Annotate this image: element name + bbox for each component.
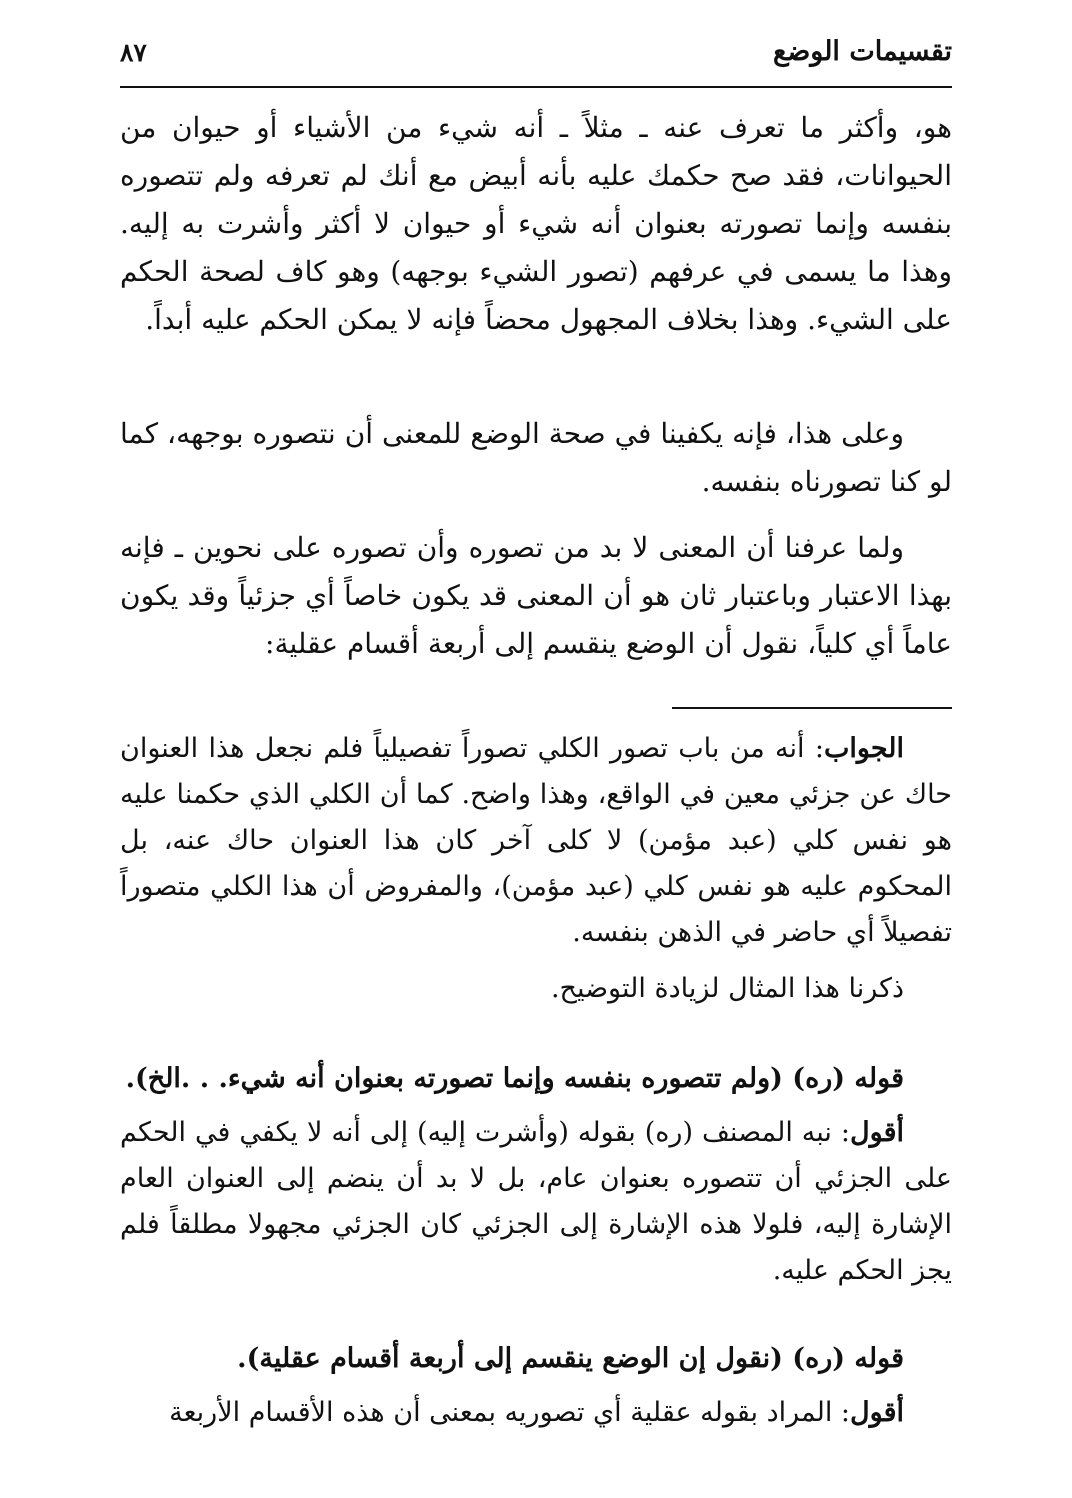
comment-1-text: : نبه المصنف (ره) بقوله (وأشرت إليه) إلى أنه لا يكفي في الحكم على الجزئي أن تتصوره بعنوان عام، بل لا بد أن ينضم إلى العنوان العام الإشارة إليه، فلولا هذه الإشارة إلى الجزئي كان الجزئي مجهولا مطلقاً فلم يجز الحكم عليه. bbox=[120, 1117, 952, 1286]
main-paragraph-2: وعلى هذا، فإنه يكفينا في صحة الوضع للمعنى أن نتصوره بوجهه، كما لو كنا تصورناه بنفسه. bbox=[120, 417, 952, 498]
page-number: ٨٧ bbox=[120, 38, 147, 67]
footnote-separator bbox=[672, 707, 952, 709]
comment-2-text: : المراد بقوله عقلية أي تصوريه بمعنى أن هذه الأقسام الأربعة bbox=[169, 1397, 851, 1428]
comment-2-label: أقول bbox=[850, 1397, 904, 1428]
quote-line-1: قوله (ره) (ولم تتصوره بنفسه وإنما تصورته بعنوان أنه شيء. . .الخ). bbox=[125, 1063, 904, 1094]
main-paragraph-1: هو، وأكثر ما تعرف عنه ـ مثلاً ـ أنه شيء من الأشياء أو حيوان من الحيوانات، فقد صح حكمك عليه بأنه أبيض مع أنك لم تعرفه ولم تتصوره بنفسه وإنما تصورته بعنوان أنه شيء أو حيوان لا أكثر وأشرت به إليه. وهذا ما يسمى في عرفهم (تصور الشيء بوجهه) وهو كاف لصحة الحكم على الشيء. وهذا بخلاف المجهول محضاً فإنه لا يمكن الحكم عليه أبداً. bbox=[120, 111, 952, 336]
example-note: ذكرنا هذا المثال لزيادة التوضيح. bbox=[550, 973, 904, 1004]
quote-line-2: قوله (ره) (نقول إن الوضع ينقسم إلى أربعة أقسام عقلية). bbox=[237, 1343, 904, 1374]
header-rule bbox=[120, 86, 952, 88]
comment-paragraph-2 bbox=[120, 1390, 952, 1436]
answer-paragraph bbox=[120, 726, 952, 956]
answer-text: : أنه من باب تصور الكلي تصوراً تفصيلياً فلم نجعل هذا العنوان حاك عن جزئي معين في الواقع، وهذا واضح. كما أن الكلي الذي حكمنا عليه هو نفس كلي (عبد مؤمن) لا كلى آخر كان هذا العنوان حاك عنه، بل المحكوم عليه هو نفس كلي (عبد مؤمن)، والمفروض أن هذا الكلي متصوراً تفصيلاً أي حاضر في الذهن بنفسه. bbox=[120, 733, 952, 948]
running-title: تقسيمات الوضع bbox=[772, 36, 952, 67]
comment-paragraph-1 bbox=[120, 1110, 952, 1294]
comment-1-label: أقول bbox=[850, 1117, 904, 1148]
answer-label: الجواب bbox=[823, 733, 904, 764]
main-paragraph-3: ولما عرفنا أن المعنى لا بد من تصوره وأن تصوره على نحوين ـ فإنه بهذا الاعتبار وباعتبار ثان هو أن المعنى قد يكون خاصاً أي جزئياً وقد يكون عاماً أي كلياً، نقول أن الوضع ينقسم إلى أربعة أقسام عقلية: bbox=[120, 531, 952, 660]
page-header bbox=[120, 36, 952, 80]
